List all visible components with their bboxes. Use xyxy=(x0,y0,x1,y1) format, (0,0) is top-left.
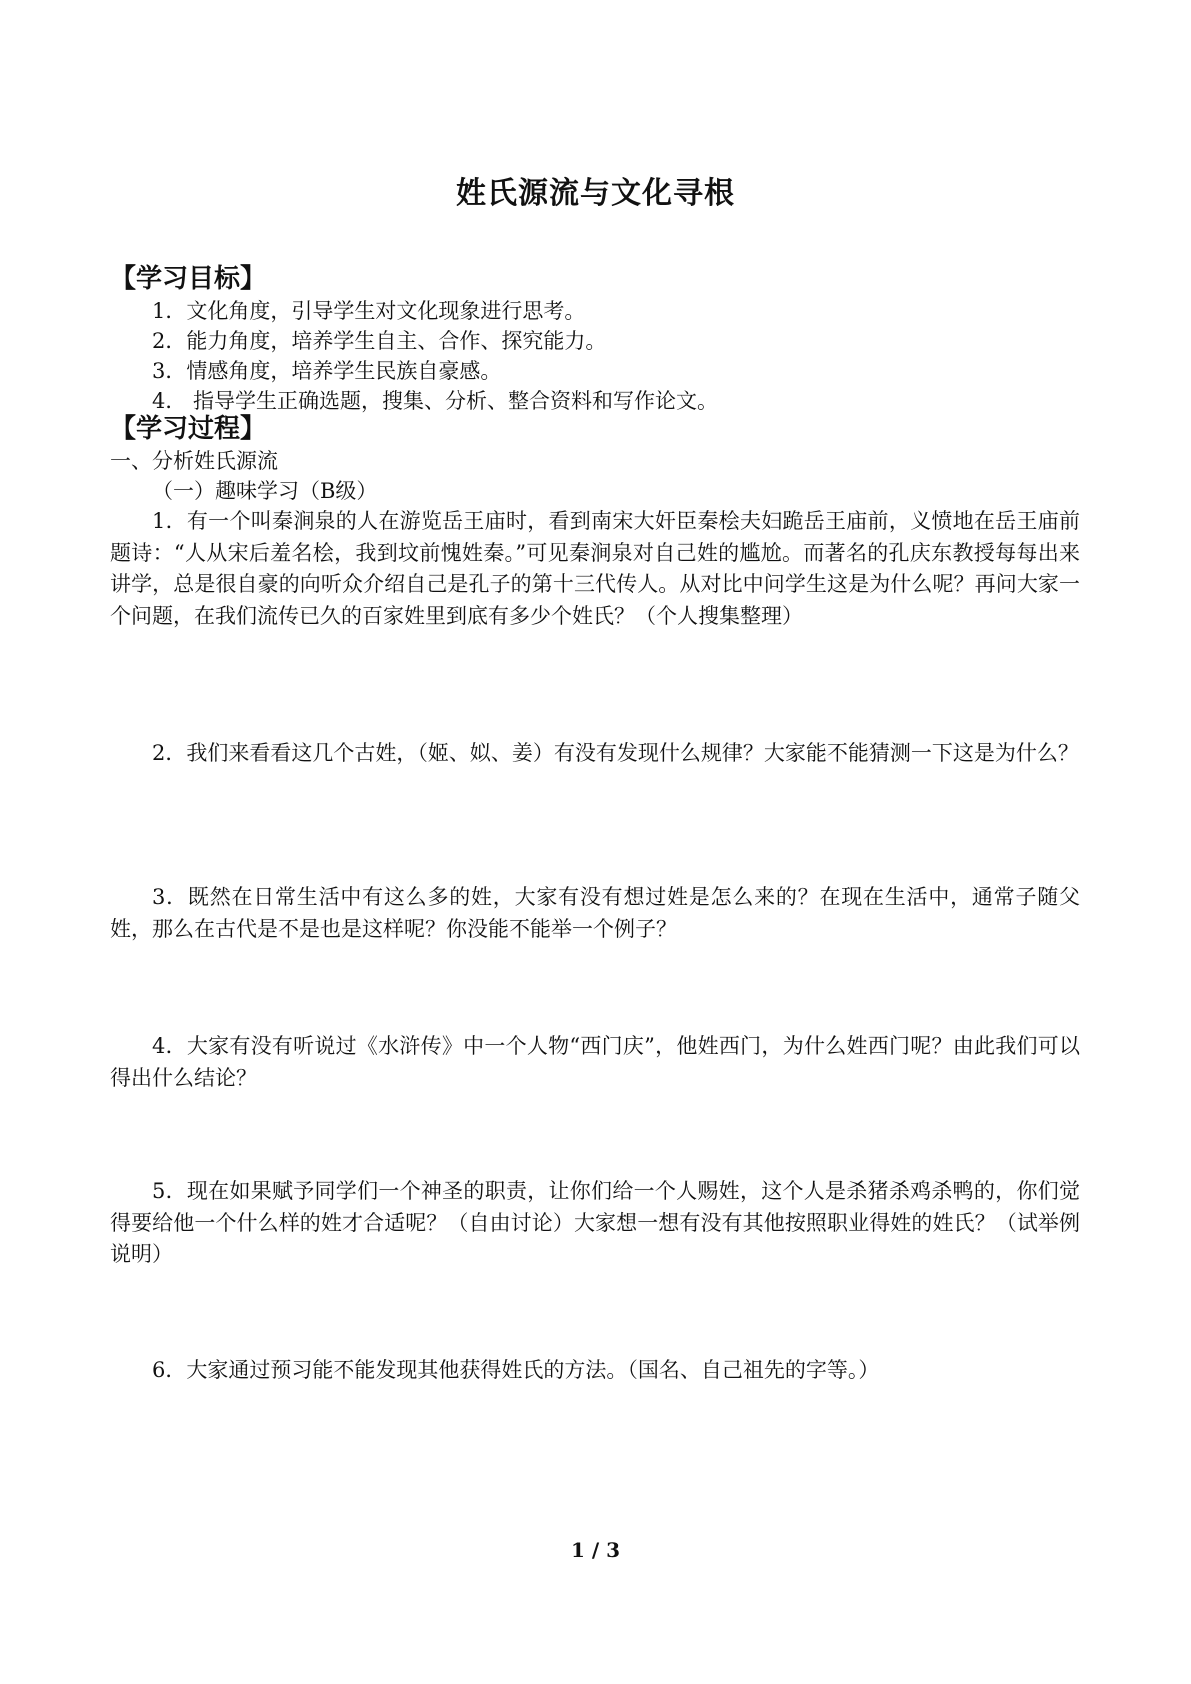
section-heading: 一、分析姓氏源流 xyxy=(110,449,278,473)
objective-item-3: 3．情感角度，培养学生民族自豪感。 xyxy=(152,359,502,383)
question-5: 5．现在如果赋予同学们一个神圣的职责，让你们给一个人赐姓，这个人是杀猪杀鸡杀鸭的，你们觉得要给他一个什么样的姓才合适呢？（自由讨论）大家想一想有没有其他按照职业得姓的姓氏？（试举例说明） xyxy=(110,1179,1080,1266)
question-6: 6．大家通过预习能不能发现其他获得姓氏的方法。（国名、自己祖先的字等。） xyxy=(152,1358,880,1382)
subsection-heading: （一）趣味学习（B级） xyxy=(152,479,378,503)
objective-item-4: 4． 指导学生正确选题，搜集、分析、整合资料和写作论文。 xyxy=(152,389,719,413)
question-2: 2．我们来看看这几个古姓，（姬、姒、姜）有没有发现什么规律？大家能不能猜测一下这是为什么？ xyxy=(152,741,1079,765)
document-title: 姓氏源流与文化寻根 xyxy=(456,176,735,211)
objectives-heading: 【学习目标】 xyxy=(110,264,267,294)
objective-item-1: 1．文化角度，引导学生对文化现象进行思考。 xyxy=(152,299,586,323)
question-3: 3．既然在日常生活中有这么多的姓，大家有没有想过姓是怎么来的？在现在生活中，通常子随父姓，那么在古代是不是也是这样呢？你没能不能举一个例子？ xyxy=(110,885,1080,941)
question-1: 1．有一个叫秦涧泉的人在游览岳王庙时，看到南宋大奸臣秦桧夫妇跪岳王庙前，义愤地在岳王庙前题诗：“人从宋后羞名桧，我到坟前愧姓秦。”可见秦涧泉对自己姓的尴尬。而著名的孔庆东教授每每出来讲学，总是很自豪的向听众介绍自己是孔子的第十三代传人。从对比中问学生这是为什么呢？再问大家一个问题，在我们流传已久的百家姓里到底有多少个姓氏？（个人搜集整理） xyxy=(110,509,1080,628)
question-4: 4．大家有没有听说过《水浒传》中一个人物“西门庆”，他姓西门，为什么姓西门呢？由此我们可以得出什么结论？ xyxy=(110,1034,1080,1090)
page-number: 1 / 3 xyxy=(570,1538,621,1562)
objective-item-2: 2．能力角度，培养学生自主、合作、探究能力。 xyxy=(152,329,607,353)
process-heading: 【学习过程】 xyxy=(110,414,267,444)
